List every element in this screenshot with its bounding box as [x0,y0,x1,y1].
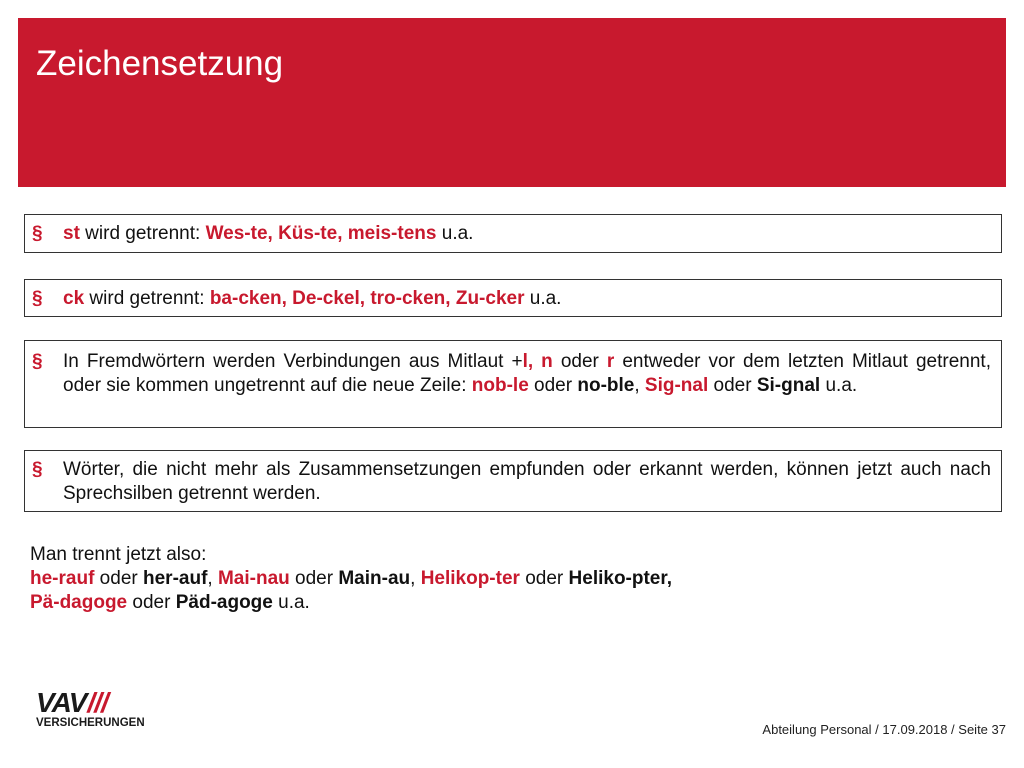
rule-box-sprechsilben [24,450,1002,512]
highlight-text: ck [63,288,85,309]
rule-text [63,458,991,506]
plain-text: u.a. [436,223,474,244]
paragraph-bullet: § [32,459,43,480]
plain-text: , [207,568,218,589]
rule-text [63,350,991,398]
rule-box-st [24,214,1002,253]
plain-text: oder [528,375,578,396]
plain-text: Wörter, die nicht mehr als Zusammensetzungen empfunden oder erkannt werden, können jetzt auch nach Sprechsilben getrennt werden. [63,459,991,504]
highlight-text: Pä-dagoge [30,592,128,613]
bold-text: Si-gnal [756,375,821,396]
highlight-text: Sig-nal [644,375,709,396]
plain-text: u.a. [524,288,562,309]
title-banner [18,18,1006,187]
plain-text: wird getrennt: [79,223,206,244]
highlight-text: l, n [522,351,553,372]
paragraph-bullet: § [32,288,43,309]
highlight-text: nob-le [471,375,529,396]
summary-line [30,567,990,591]
paragraph-bullet: § [32,223,43,244]
plain-text: wird getrennt: [84,288,210,309]
plain-text: entweder vor dem letzten Mitlaut getrennt, oder sie kommen ungetrennt auf die neue Zeile: [63,351,991,396]
paragraph-bullet: § [32,351,43,372]
summary-line [30,591,990,615]
logo-slashes: /// [87,687,108,718]
bold-text: no-ble [577,375,635,396]
logo-wordmark: VAV [36,687,87,718]
highlight-text: r [606,351,615,372]
rule-box-fremdwoerter [24,340,1002,428]
logo-subtitle: VERSICHERUNGEN [36,717,145,729]
bold-text: Päd-agoge [175,592,273,613]
plain-text: oder [708,375,757,396]
bold-text: her-auf [143,568,208,589]
plain-text: , [410,568,421,589]
plain-text: In Fremdwörtern werden Verbindungen aus Mitlaut + [63,351,523,372]
summary-block [30,543,990,615]
page-title: Zeichensetzung [36,44,284,83]
plain-text: oder [519,568,569,589]
highlight-text: Mai-nau [217,568,290,589]
vav-logo [36,687,186,738]
bold-text: Main-au [338,568,411,589]
plain-text: oder [552,351,607,372]
plain-text: oder [94,568,143,589]
rule-text [63,222,991,246]
highlight-text: he-rauf [30,568,95,589]
highlight-text: ba-cken, De-ckel, tro-cken, Zu-cker [209,288,525,309]
footer-page-info: Abteilung Personal / 17.09.2018 / Seite 37 [762,722,1006,737]
plain-text: oder [127,592,176,613]
plain-text: u.a. [820,375,858,396]
highlight-text: st [63,223,80,244]
plain-text: oder [289,568,339,589]
rule-text [63,287,991,311]
rule-box-ck [24,279,1002,317]
bold-text: Heliko-pter, [568,568,673,589]
plain-text: , [634,375,645,396]
highlight-text: Wes-te, Küs-te, meis-tens [205,223,437,244]
highlight-text: Helikop-ter [420,568,520,589]
summary-intro: Man trennt jetzt also: [30,544,207,565]
plain-text: u.a. [272,592,310,613]
